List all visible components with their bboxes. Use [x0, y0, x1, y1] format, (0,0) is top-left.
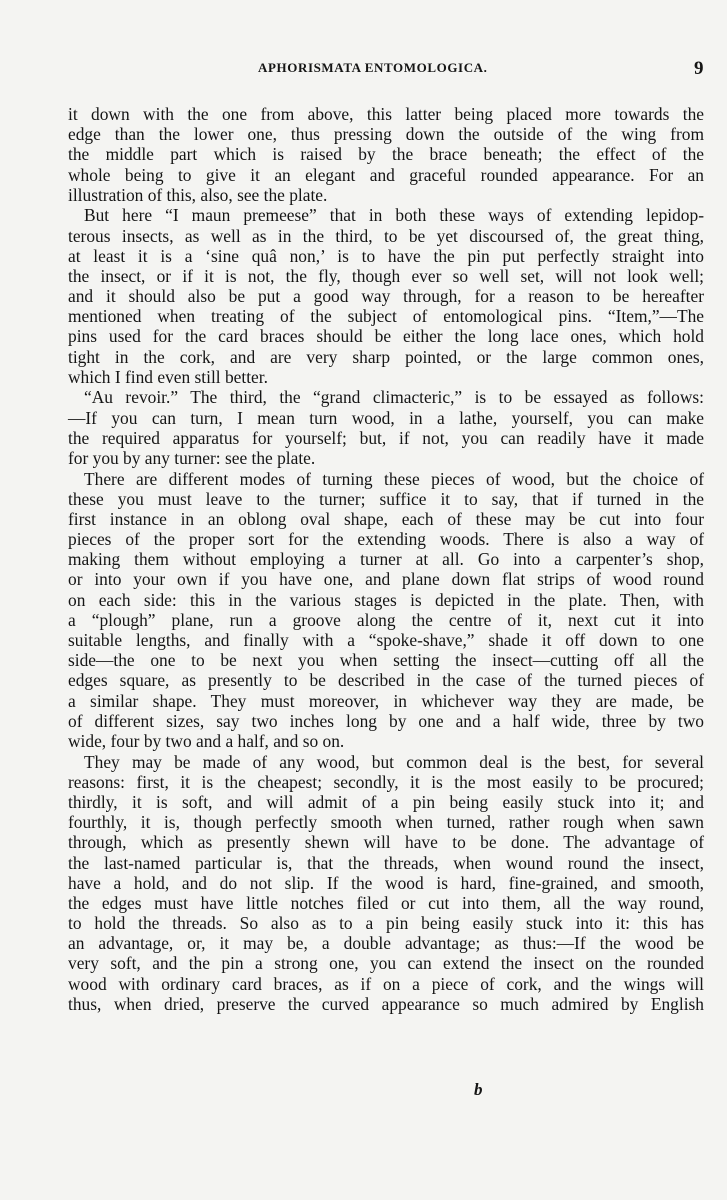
text-line: But here “I maun premeese” that in both these ways of extending lepidop- — [84, 205, 704, 226]
text-line: to hold the threads. So also as to a pin being easily stuck into it: this has — [68, 913, 704, 934]
text-line: fourthly, it is, though perfectly smooth when turned, rather rough when sawn — [68, 812, 704, 833]
text-line: an advantage, or, it may be, a double advantage; as thus:—If the wood be — [68, 933, 704, 954]
text-line: There are different modes of turning these pieces of wood, but the choice of — [84, 468, 704, 489]
paragraph — [68, 205, 704, 387]
text-line: edges square, as presently to be described in the case of the turned pieces of — [68, 670, 704, 691]
paragraph — [68, 104, 704, 205]
text-line: wood with ordinary card braces, as if on a piece of cork, and the wings will — [68, 973, 704, 994]
text-line: which I find even still better. — [68, 366, 268, 387]
text-line: tight in the cork, and are very sharp pointed, or the large common ones, — [68, 346, 704, 367]
text-line: a similar shape. They must moreover, in whichever way they are made, be — [68, 690, 704, 711]
text-line: for you by any turner: see the plate. — [68, 447, 316, 468]
text-line: terous insects, as well as in the third, to be yet discoursed of, the great thing, — [68, 225, 704, 246]
paragraph — [68, 387, 704, 468]
signature-mark: b — [474, 1080, 483, 1099]
text-line: side—the one to be next you when setting the insect—cutting off all the — [68, 650, 704, 671]
paragraph — [68, 752, 704, 1014]
paragraph — [68, 469, 704, 752]
text-line: the middle part which is raised by the brace beneath; the effect of the — [68, 144, 704, 165]
text-line: whole being to give it an elegant and graceful rounded appearance. For an — [68, 164, 704, 185]
text-line: first instance in an oblong oval shape, each of these may be cut into four — [68, 508, 704, 529]
text-line: the required apparatus for yourself; but, if not, you can readily have it made — [68, 427, 704, 448]
text-line: illustration of this, also, see the plate. — [68, 184, 328, 205]
text-line: suitable lengths, and finally with a “spoke-shave,” shade it off down to one — [68, 630, 704, 651]
text-line: have a hold, and do not slip. If the wood is hard, fine-grained, and smooth, — [68, 872, 704, 893]
text-line: mentioned when treating of the subject of entomological pins. “Item,”—The — [68, 306, 704, 327]
text-line: on each side: this in the various stages is depicted in the plate. Then, with — [68, 589, 704, 610]
text-line: the insect, or if it is not, the fly, though ever so well set, will not look well; — [68, 265, 704, 286]
text-line: or into your own if you have one, and plane down flat strips of wood round — [68, 569, 704, 590]
page-number: 9 — [694, 58, 704, 79]
text-line: of different sizes, say two inches long by one and a half wide, three by two — [68, 710, 704, 731]
text-line: pieces of the proper sort for the extending woods. There is also a way of — [68, 529, 704, 550]
text-line: —If you can turn, I mean turn wood, in a lathe, yourself, you can make — [68, 407, 704, 428]
text-line: and it should also be put a good way through, for a reason to be hereafter — [68, 286, 704, 307]
text-line: pins used for the card braces should be either the long lace ones, which hold — [68, 326, 704, 347]
text-line: it down with the one from above, this latter being placed more towards the — [68, 104, 704, 124]
text-line: through, which as presently shewn will have to be done. The advantage of — [68, 832, 704, 853]
body-text — [68, 104, 704, 1014]
text-line: “Au revoir.” The third, the “grand climacteric,” is to be essayed as follows: — [84, 387, 704, 408]
text-line: at least it is a ‘sine quâ non,’ is to have the pin put perfectly straight into — [68, 245, 704, 266]
text-line: thirdly, it is soft, and will admit of a pin being easily stuck into it; and — [68, 791, 704, 812]
text-line: thus, when dried, preserve the curved appearance so much admired by English — [68, 993, 704, 1014]
text-line: making them without employing a turner at all. Go into a carpenter’s shop, — [68, 549, 704, 570]
text-line: the edges must have little notches filed or cut into them, all the way round, — [68, 892, 704, 913]
text-line: these you must leave to the turner; suffice it to say, that if turned in the — [68, 488, 704, 509]
text-line: wide, four by two and a half, and so on. — [68, 730, 345, 751]
text-line: They may be made of any wood, but common deal is the best, for several — [84, 751, 704, 772]
running-title: APHORISMATA ENTOMOLOGICA. — [258, 60, 488, 75]
text-line: very soft, and the pin a strong one, you can extend the insect on the rounded — [68, 953, 704, 974]
text-line: a “plough” plane, run a groove along the centre of it, next cut it into — [68, 609, 704, 630]
text-line: the last-named particular is, that the threads, when wound round the insect, — [68, 852, 704, 873]
text-line: reasons: first, it is the cheapest; secondly, it is the most easily to be procured; — [68, 771, 704, 792]
running-head — [0, 58, 727, 80]
text-line: edge than the lower one, thus pressing down the outside of the wing from — [68, 124, 704, 145]
